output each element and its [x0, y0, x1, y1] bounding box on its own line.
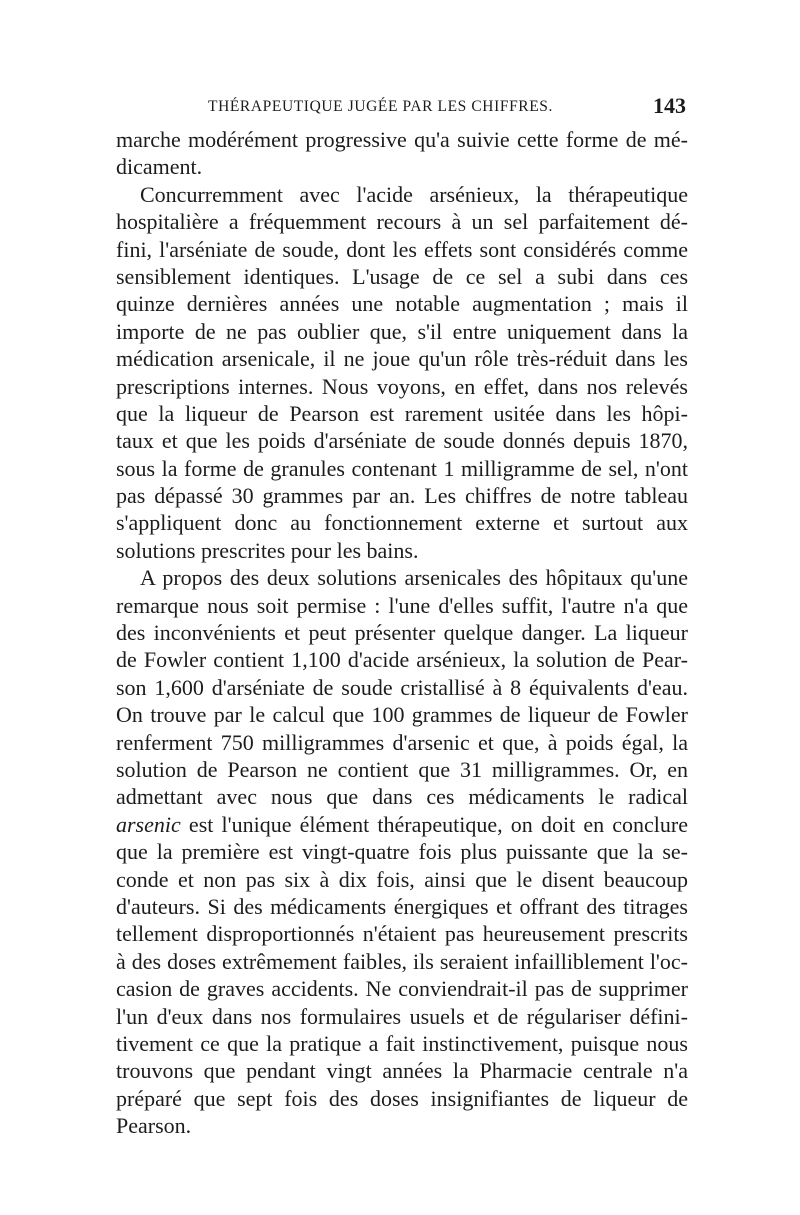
text-line: A propos des deux solutions arsenicales des hôpitaux qu'une [140, 565, 688, 591]
text-line: à des doses extrêmement faibles, ils seraient infailliblement l'oc- [116, 948, 688, 974]
text-line: des inconvénients et peut présenter quelque danger. La liqueur [116, 620, 688, 646]
text-line: importe de ne pas oublier que, s'il entre uniquement dans la [116, 318, 688, 344]
body-text [116, 126, 688, 1139]
text-line: On trouve par le calcul que 100 grammes de liqueur de Fowler [116, 702, 688, 728]
text-line: prescriptions internes. Nous voyons, en effet, dans nos relevés [116, 373, 688, 399]
text-line: dicament. [116, 154, 203, 180]
running-title: THÉRAPEUTIQUE JUGÉE PAR LES CHIFFRES. [208, 98, 554, 115]
page-number: 143 [653, 93, 686, 118]
paragraph [116, 181, 688, 564]
text-line: marche modérément progressive qu'a suivie cette forme de mé- [116, 127, 688, 152]
text-line: solution de Pearson ne contient que 31 milligrammes. Or, en [116, 756, 688, 782]
page-header [120, 93, 686, 120]
text-line: sensiblement identiques. L'usage de ce sel a subi dans ces [116, 263, 688, 289]
text-line: sous la forme de granules contenant 1 milligramme de sel, n'ont [116, 455, 688, 481]
text-line: quinze dernières années une notable augmentation ; mais il [116, 291, 688, 317]
text-line: hospitalière a fréquemment recours à un sel parfaitement dé- [116, 209, 688, 235]
text-line: son 1,600 d'arséniate de soude cristallisé à 8 équivalents d'eau. [116, 674, 688, 700]
text-line: médication arsenicale, il ne joue qu'un rôle très-réduit dans les [116, 346, 688, 372]
text-line: d'auteurs. Si des médicaments énergiques et offrant des titrages [116, 893, 688, 919]
text-line: remarque nous soit permise : l'une d'elles suffit, l'autre n'a que [116, 592, 688, 618]
text-line: pas dépassé 30 grammes par an. Les chiffres de notre tableau [116, 483, 688, 509]
paragraph [116, 126, 688, 181]
paragraph [116, 564, 688, 1139]
text-line: que la première est vingt-quatre fois plus puissante que la se- [116, 839, 688, 865]
text-line: conde et non pas six à dix fois, ainsi que le disent beaucoup [116, 866, 688, 892]
text-line: s'appliquent donc au fonctionnement externe et surtout aux [116, 510, 688, 536]
text-line: tivement ce que la pratique a fait instinctivement, puisque nous [116, 1030, 688, 1056]
text-line: fini, l'arséniate de soude, dont les effets sont considérés comme [116, 236, 688, 262]
text-line: renferment 750 milligrammes d'arsenic et que, à poids égal, la [116, 729, 688, 755]
text-line: solutions prescrites pour les bains. [116, 537, 419, 563]
text-line: arsenic est l'unique élément thérapeutique, on doit en conclure [116, 811, 688, 837]
text-line: tellement disproportionnés n'étaient pas heureusement prescrits [116, 921, 688, 947]
text-line: taux et que les poids d'arséniate de soude donnés depuis 1870, [116, 428, 688, 454]
text-line: l'un d'eux dans nos formulaires usuels et de régulariser défini- [116, 1003, 688, 1029]
text-line: trouvons que pendant vingt années la Pharmacie centrale n'a [116, 1058, 688, 1084]
text-line: Concurremment avec l'acide arsénieux, la thérapeutique [140, 181, 688, 207]
text-line: de Fowler contient 1,100 d'acide arsénieux, la solution de Pear- [116, 647, 688, 673]
text-line: que la liqueur de Pearson est rarement usitée dans les hôpi- [116, 400, 688, 426]
text-line: Pearson. [116, 1113, 192, 1139]
text-line: préparé que sept fois des doses insignifiantes de liqueur de [116, 1085, 688, 1111]
text-line: admettant avec nous que dans ces médicaments le radical [116, 784, 688, 810]
text-line: casion de graves accidents. Ne conviendrait-il pas de supprimer [116, 976, 688, 1002]
